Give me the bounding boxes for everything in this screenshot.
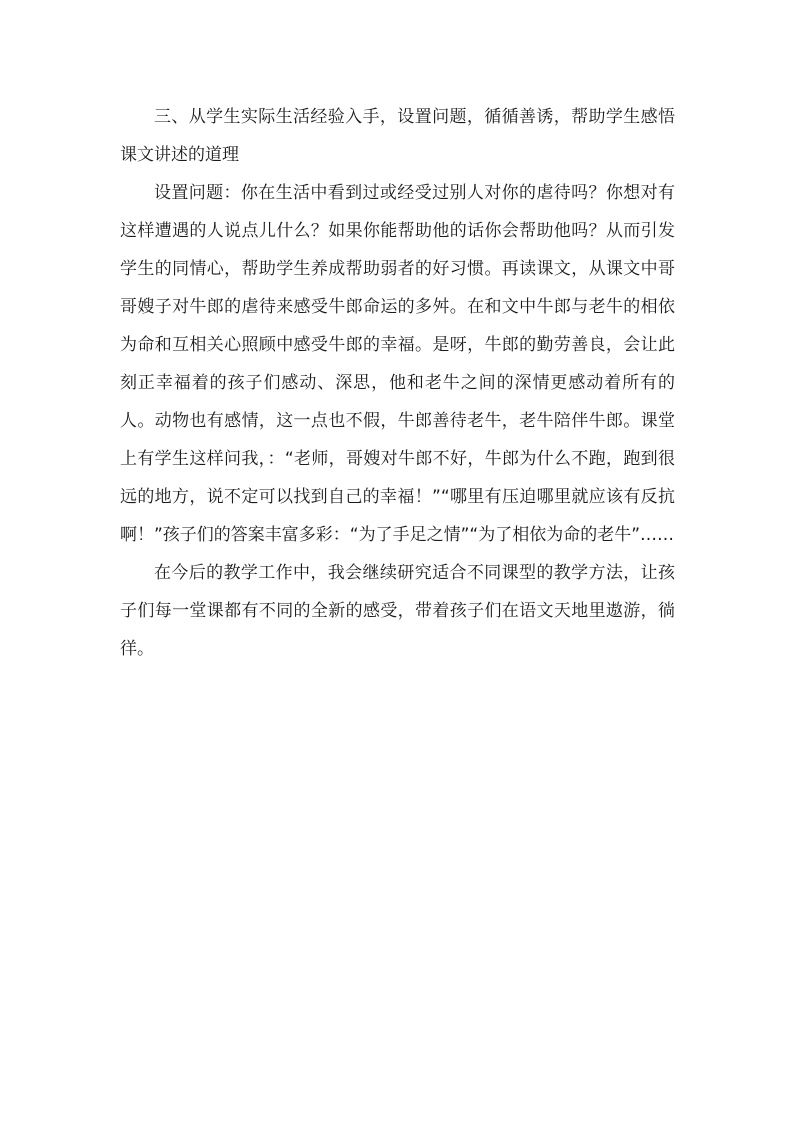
document-body	[120, 98, 675, 668]
section-heading-paragraph: 三、从学生实际生活经验入手，设置问题，循循善诱，帮助学生感悟课文讲述的道理	[120, 107, 675, 165]
body-paragraph: 在今后的教学工作中，我会继续研究适合不同课型的教学方法，让孩子们每一堂课都有不同的全新的感受，带着孩子们在语文天地里遨游，徜徉。	[120, 563, 675, 659]
body-paragraph: 设置问题：你在生活中看到过或经受过别人对你的虐待吗？你想对有这样遭遇的人说点儿什么？如果你能帮助他的话你会帮助他吗？从而引发学生的同情心，帮助学生养成帮助弱者的好习惯。再读课文，从课文中哥哥嫂子对牛郎的虐待来感受牛郎命运的多舛。在和文中牛郎与老牛的相依为命和互相关心照顾中感受牛郎的幸福。是呀，牛郎的勤劳善良，会让此刻正幸福着的孩子们感动、深思，他和老牛之间的深情更感动着所有的人。动物也有感情，这一点也不假，牛郎善待老牛，老牛陪伴牛郎。课堂上有学生这样问我，：“老师，哥嫂对牛郎不好，牛郎为什么不跑，跑到很远的地方，说不定可以找到自己的幸福！”“哪里有压迫哪里就应该有反抗啊！”孩子们的答案丰富多彩：“为了手足之情”“为了相依为命的老牛”……	[120, 183, 675, 545]
